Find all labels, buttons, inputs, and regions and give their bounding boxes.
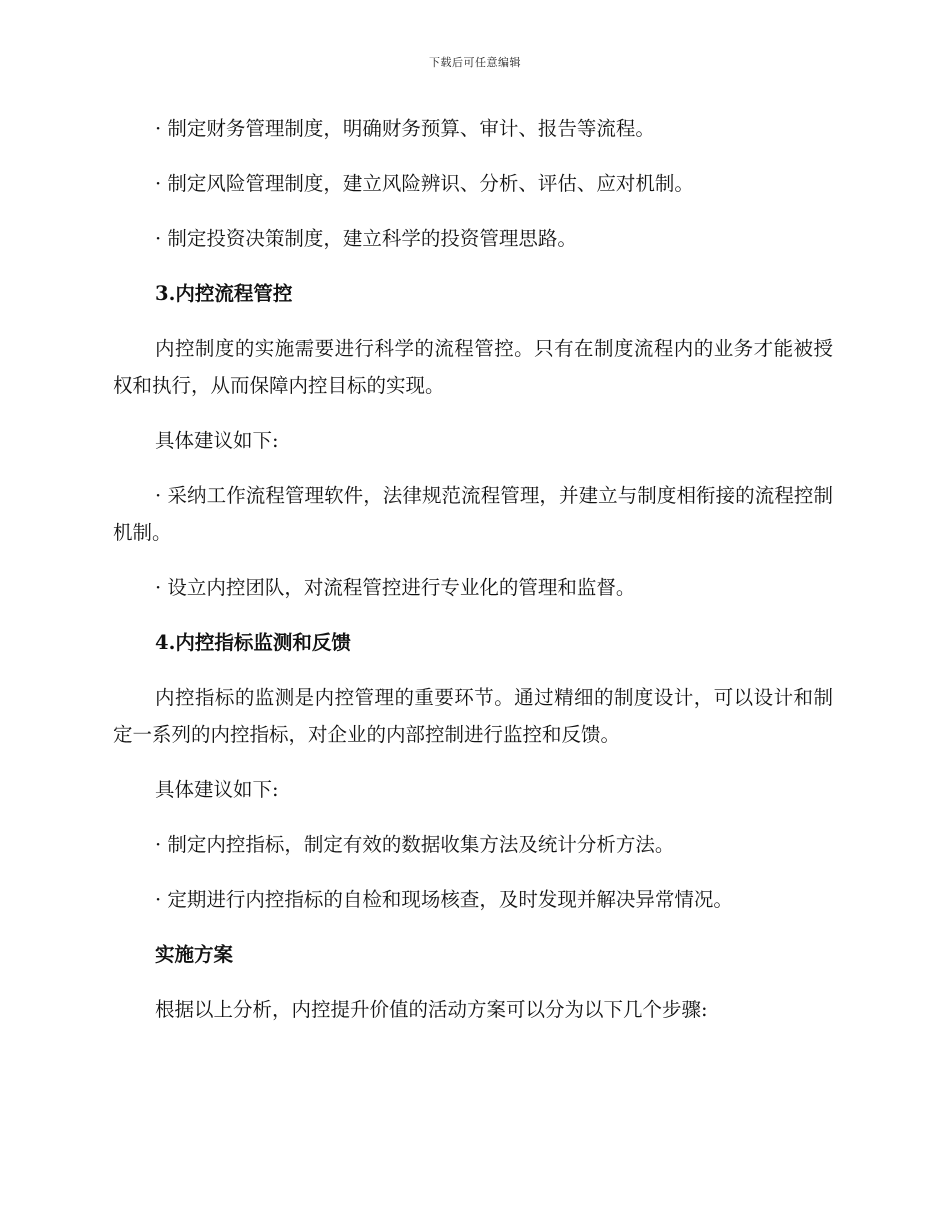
section-heading: 实施方案 (155, 943, 234, 966)
bullet-item: · 制定风险管理制度，建立风险辨识、分析、评估、应对机制。 (155, 172, 694, 195)
document-body (113, 110, 833, 1046)
paragraph: 具体建议如下: (155, 778, 279, 801)
bullet-item: · 制定内控指标，制定有效的数据收集方法及统计分析方法。 (155, 833, 675, 856)
bullet-item: · 设立内控团队，对流程管控进行专业化的管理和监督。 (155, 576, 636, 599)
page-header: 下载后可任意编辑 (429, 56, 521, 69)
bullet-item: · 采纳工作流程管理软件，法律规范流程管理，并建立与制度相衔接的流程控制机制。 (113, 484, 833, 544)
paragraph: 具体建议如下: (155, 429, 279, 452)
bullet-item: · 定期进行内控指标的自检和现场核查，及时发现并解决异常情况。 (155, 888, 733, 911)
paragraph: 内控制度的实施需要进行科学的流程管控。只有在制度流程内的业务才能被授权和执行，从而保障内控目标的实现。 (113, 337, 833, 397)
section-heading: 3.内控流程管控 (155, 282, 293, 305)
paragraph: 内控指标的监测是内控管理的重要环节。通过精细的制度设计，可以设计和制定一系列的内控指标，对企业的内部控制进行监控和反馈。 (113, 686, 833, 746)
section-heading: 4.内控指标监测和反馈 (155, 631, 351, 654)
paragraph: 根据以上分析，内控提升价值的活动方案可以分为以下几个步骤: (155, 998, 708, 1021)
bullet-item: · 制定投资决策制度，建立科学的投资管理思路。 (155, 227, 577, 250)
bullet-item: · 制定财务管理制度，明确财务预算、审计、报告等流程。 (155, 117, 655, 140)
